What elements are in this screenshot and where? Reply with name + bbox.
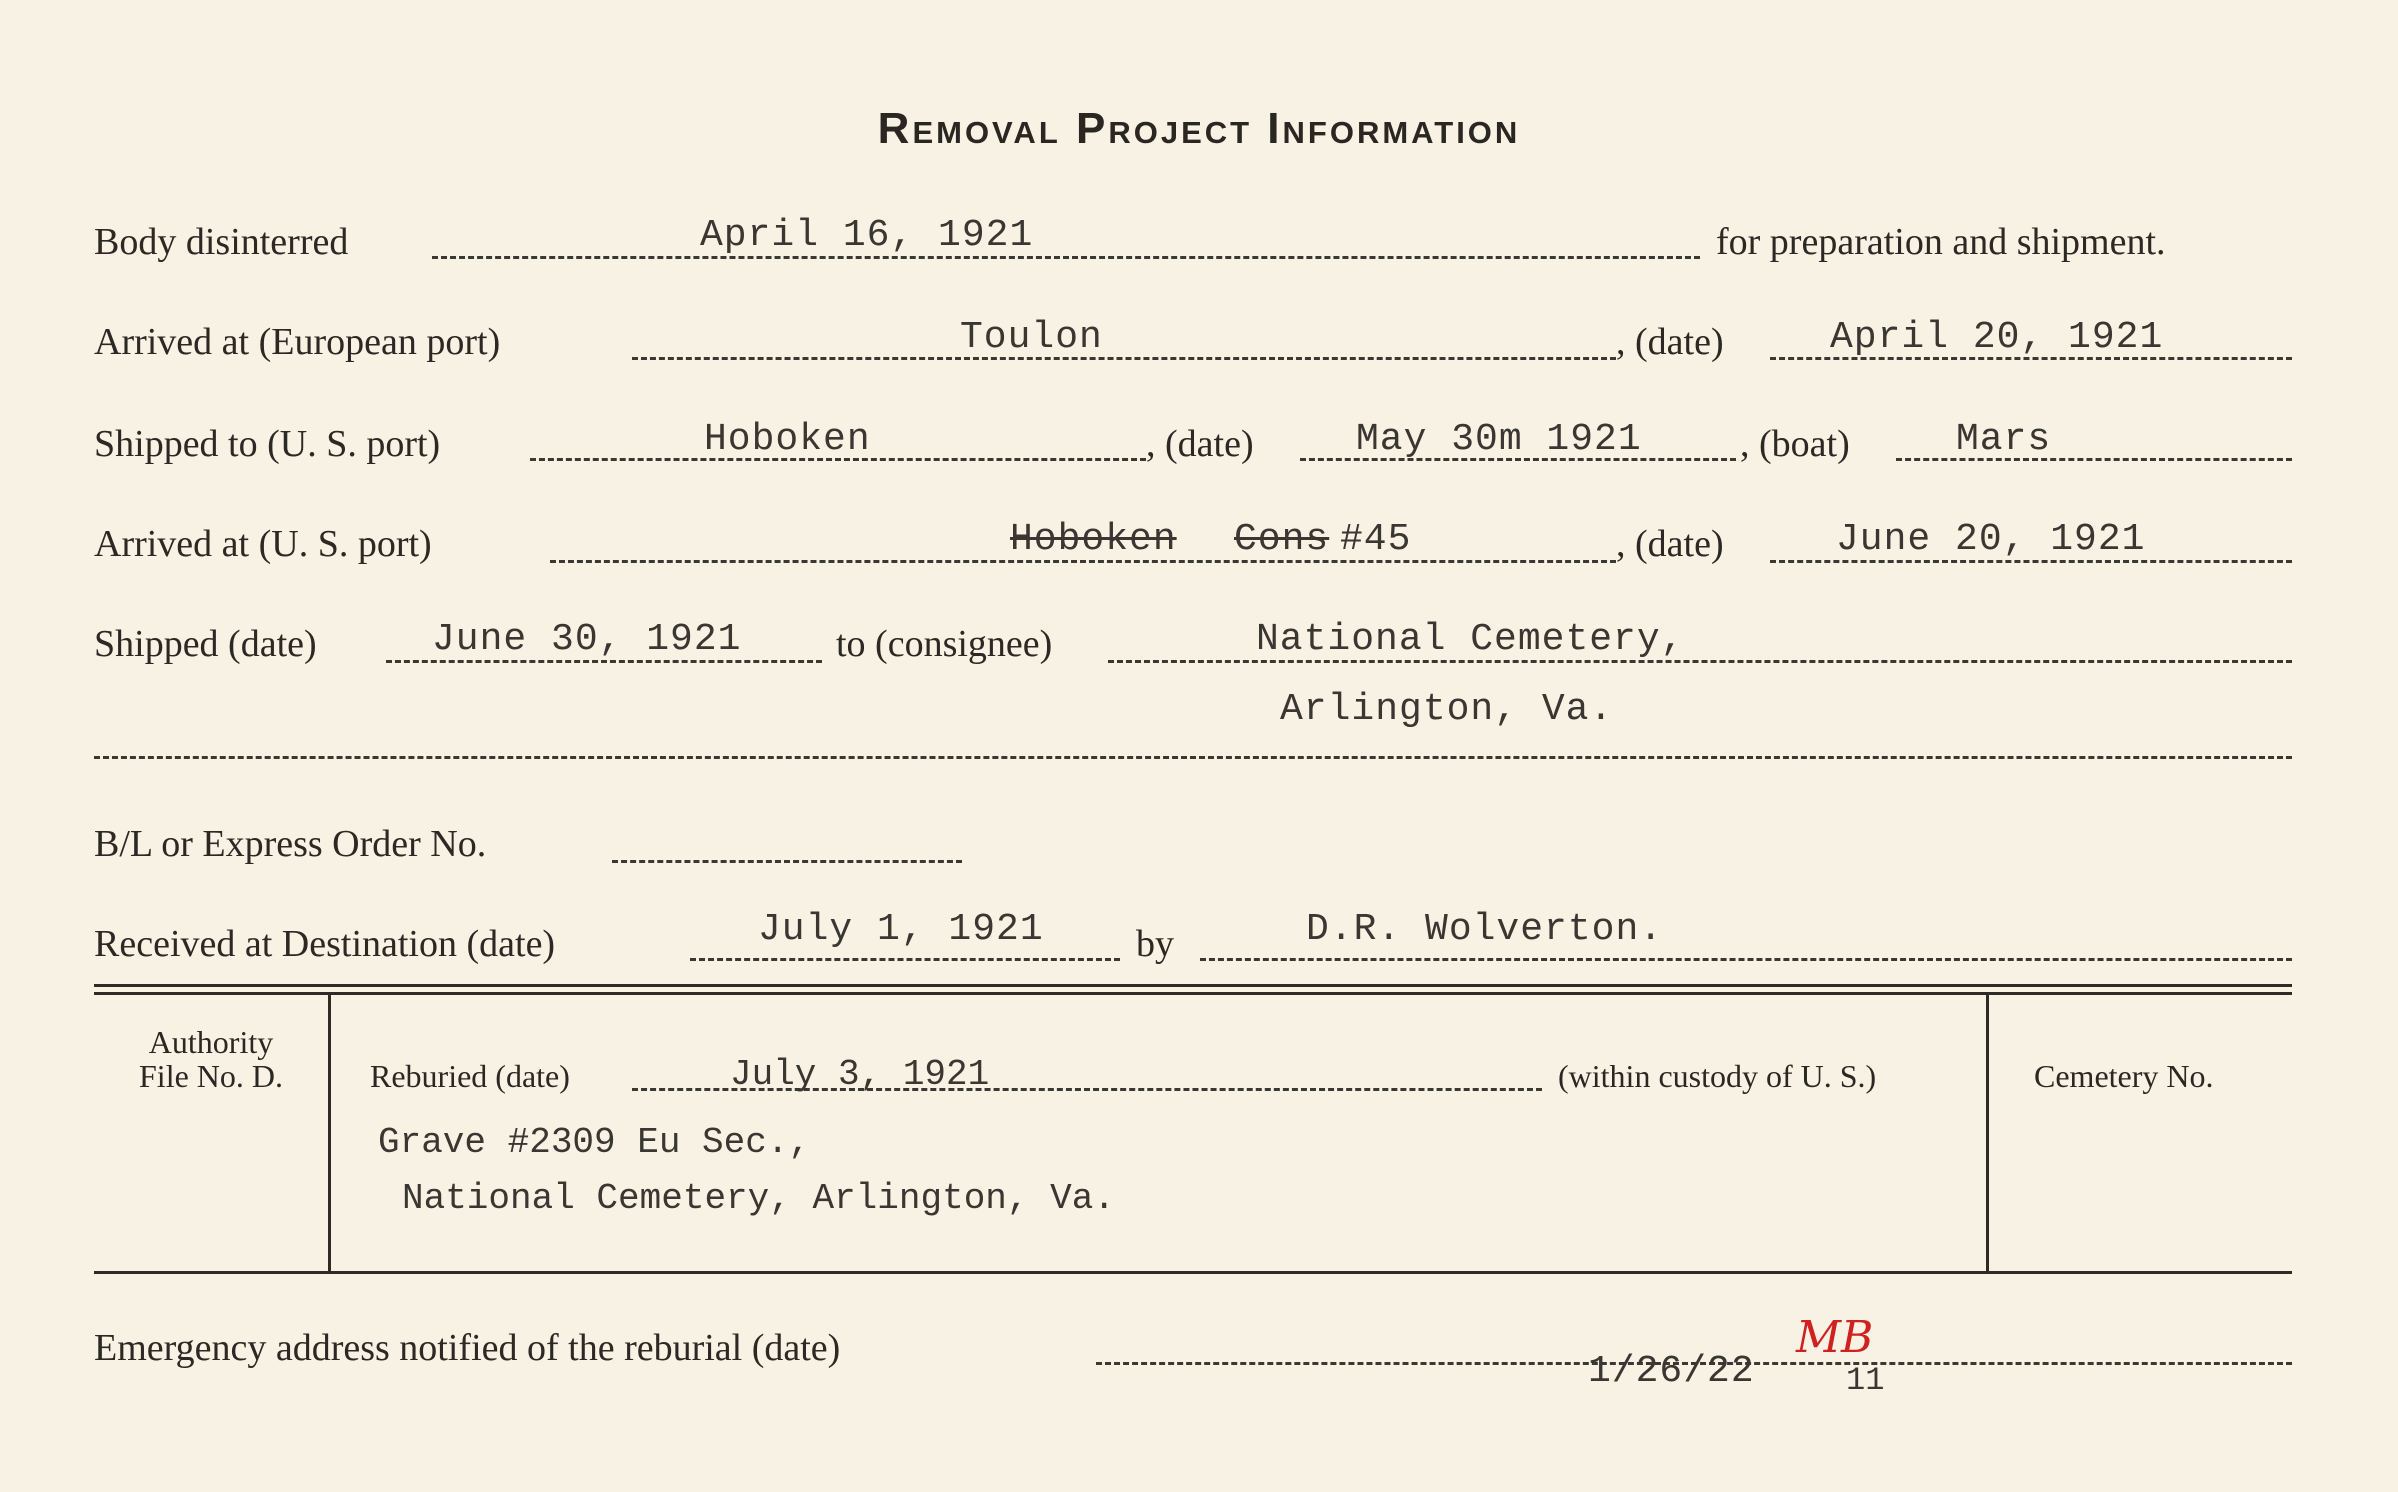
arrived-us-cons-struck: Cons xyxy=(1234,518,1330,561)
grave-line2: National Cemetery, Arlington, Va. xyxy=(402,1178,1115,1219)
arrived-european-label: Arrived at (European port) xyxy=(94,321,501,363)
double-rule-top xyxy=(94,984,2292,987)
arrived-european-line xyxy=(632,357,1616,360)
box-bottom-rule xyxy=(94,1271,2292,1274)
received-date: July 1, 1921 xyxy=(758,908,1044,951)
authority-line1: Authority xyxy=(148,1024,274,1060)
reburied-suffix: (within custody of U. S.) xyxy=(1558,1058,1877,1094)
bl-order-line xyxy=(612,860,962,863)
reburied-date: July 3, 1921 xyxy=(730,1054,990,1095)
double-rule-bottom xyxy=(94,992,2292,995)
arrived-us-cons-number: #45 xyxy=(1340,518,1412,561)
arrived-european-date: April 20, 1921 xyxy=(1830,316,2164,359)
body-disinterred-value: April 16, 1921 xyxy=(700,214,1034,257)
shipped-us-port: Hoboken xyxy=(704,418,871,461)
shipped-us-date: May 30m 1921 xyxy=(1356,418,1642,461)
initials-number: 11 xyxy=(1846,1362,1885,1399)
shipped-us-boat: Mars xyxy=(1956,418,2052,461)
cemetery-no-label: Cemetery No. xyxy=(2034,1058,2214,1094)
authority-line2: File No. D. xyxy=(139,1058,283,1094)
received-by-label: by xyxy=(1136,923,1174,965)
bl-order-label: B/L or Express Order No. xyxy=(94,823,487,865)
arrived-us-label: Arrived at (U. S. port) xyxy=(94,523,432,565)
body-disinterred-suffix: for preparation and shipment. xyxy=(1716,221,2166,263)
received-date-line xyxy=(690,958,1120,961)
emergency-date: 1/26/22 xyxy=(1588,1350,1755,1393)
initials-handwritten: MB xyxy=(1796,1312,1874,1363)
consignee-line2: Arlington, Va. xyxy=(1280,688,1614,731)
consignee-line1: National Cemetery, xyxy=(1256,618,1685,661)
received-by: D.R. Wolverton. xyxy=(1306,908,1664,951)
emergency-label: Emergency address notified of the reburial (date) xyxy=(94,1327,841,1369)
arrived-us-date: June 20, 1921 xyxy=(1836,518,2146,561)
grave-line1: Grave #2309 Eu Sec., xyxy=(378,1122,811,1163)
arrived-us-date-label: , (date) xyxy=(1616,523,1724,565)
consignee-label: to (consignee) xyxy=(836,623,1053,665)
body-disinterred-label: Body disinterred xyxy=(94,221,349,263)
box-divider-right xyxy=(1986,995,1989,1271)
arrived-european-date-label: , (date) xyxy=(1616,321,1724,363)
shipped-date-value: June 30, 1921 xyxy=(432,618,742,661)
page-title: Removal Project Information xyxy=(877,104,1521,153)
reburied-label: Reburied (date) xyxy=(370,1058,570,1094)
arrived-european-port: Toulon xyxy=(960,316,1103,359)
divider-dotted xyxy=(94,756,2292,759)
received-label: Received at Destination (date) xyxy=(94,923,556,965)
received-by-line xyxy=(1200,958,2292,961)
shipped-us-boat-label: , (boat) xyxy=(1740,423,1850,465)
shipped-date-label: Shipped (date) xyxy=(94,623,317,665)
body-disinterred-line xyxy=(432,256,1700,259)
shipped-us-label: Shipped to (U. S. port) xyxy=(94,423,441,465)
box-divider-left xyxy=(328,995,331,1271)
arrived-us-port-struck: Hoboken xyxy=(1010,518,1177,561)
shipped-us-date-label: , (date) xyxy=(1146,423,1254,465)
